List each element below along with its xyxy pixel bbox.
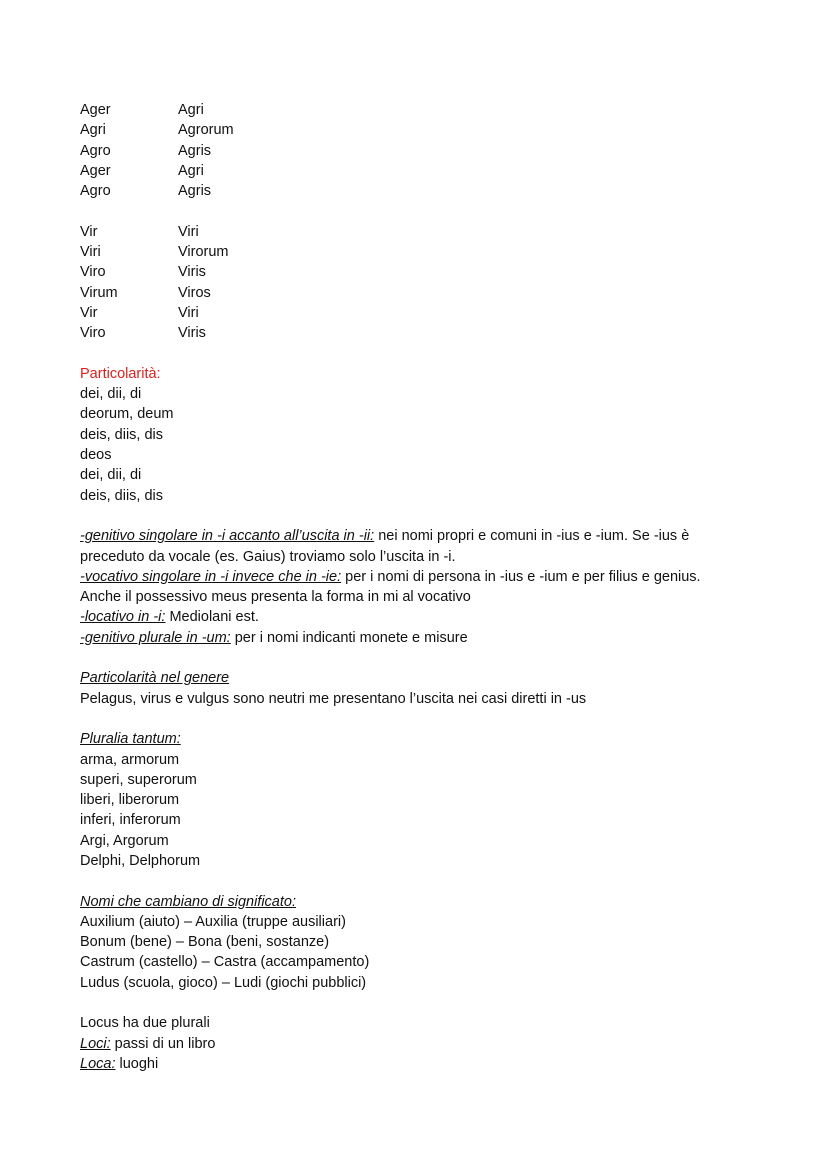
note-line bbox=[80, 547, 760, 567]
pluralia-section bbox=[80, 729, 760, 871]
locus-text: passi di un libro bbox=[110, 1035, 216, 1052]
note-text: Mediolani est. bbox=[165, 609, 259, 626]
plural-form: Agris bbox=[178, 183, 212, 200]
list-item: Castrum (castello) – Castra (accampamento) bbox=[80, 954, 370, 971]
note-text: per i nomi indicanti monete e misure bbox=[230, 629, 468, 646]
notes-section bbox=[80, 526, 760, 648]
singular-form: Agro bbox=[80, 142, 111, 159]
singular-form: Ager bbox=[80, 102, 111, 118]
singular-form: Ager bbox=[80, 162, 111, 179]
table-row bbox=[80, 242, 760, 262]
singular-form: Vir bbox=[80, 223, 98, 240]
table-row bbox=[80, 303, 760, 323]
note-line bbox=[80, 567, 760, 587]
list-item: arma, armorum bbox=[80, 751, 180, 768]
singular-form: Viro bbox=[80, 264, 106, 281]
declension-table-ager bbox=[80, 100, 760, 201]
list-item: dei, dii, di bbox=[80, 467, 142, 484]
locus-label: Loca: bbox=[80, 1055, 116, 1072]
note-text: per i nomi di persona in -ius e -ium e per filius e genius. bbox=[341, 568, 701, 585]
genere-text: Pelagus, virus e vulgus sono neutri me presentano l’uscita nei casi diretti in -us bbox=[80, 690, 587, 707]
list-item: inferi, inferorum bbox=[80, 812, 181, 829]
table-row bbox=[80, 283, 760, 303]
plural-form: Agri bbox=[178, 102, 204, 118]
plural-form: Agris bbox=[178, 142, 212, 159]
list-item: Delphi, Delphorum bbox=[80, 852, 201, 869]
locus-intro: Locus ha due plurali bbox=[80, 1015, 210, 1032]
note-line bbox=[80, 526, 760, 546]
plural-form: Viri bbox=[178, 223, 199, 240]
note-line bbox=[80, 628, 760, 648]
table-row bbox=[80, 323, 760, 343]
singular-form: Agri bbox=[80, 122, 106, 139]
table-row bbox=[80, 262, 760, 282]
plural-form: Virorum bbox=[178, 244, 229, 261]
plural-form: Viri bbox=[178, 304, 199, 321]
table-row bbox=[80, 120, 760, 140]
table-row bbox=[80, 161, 760, 181]
list-item: Bonum (bene) – Bona (beni, sostanze) bbox=[80, 934, 330, 951]
singular-form: Agro bbox=[80, 183, 111, 200]
singular-form: Vir bbox=[80, 304, 98, 321]
list-item: liberi, liberorum bbox=[80, 792, 180, 809]
list-item bbox=[80, 1034, 760, 1054]
list-item bbox=[80, 1054, 760, 1074]
table-row bbox=[80, 181, 760, 201]
note-text: preceduto da vocale (es. Gaius) troviamo solo l’uscita in -i. bbox=[80, 548, 456, 565]
table-row bbox=[80, 100, 760, 120]
locus-text: luoghi bbox=[115, 1055, 159, 1072]
locus-label: Loci: bbox=[80, 1035, 111, 1052]
declension-table-vir bbox=[80, 222, 760, 344]
note-text: nei nomi propri e comuni in -ius e -ium. Se -ius è bbox=[374, 528, 690, 545]
section-heading-pluralia: Pluralia tantum: bbox=[80, 731, 181, 748]
document-page bbox=[80, 100, 760, 1074]
note-label: -genitivo plurale in -um: bbox=[80, 629, 231, 646]
note-label: -vocativo singolare in -i invece che in -ie: bbox=[80, 568, 342, 585]
note-label: -genitivo singolare in -i accanto all’uscita in -ii: bbox=[80, 528, 375, 545]
list-item: deis, diis, dis bbox=[80, 487, 164, 504]
singular-form: Viro bbox=[80, 325, 106, 342]
note-text: Anche il possessivo meus presenta la forma in mi al vocativo bbox=[80, 589, 471, 606]
section-heading-particolarita: Particolarità: bbox=[80, 365, 161, 382]
note-label: -locativo in -i: bbox=[80, 609, 166, 626]
list-item: Ludus (scuola, gioco) – Ludi (giochi pubblici) bbox=[80, 974, 367, 991]
list-item: Auxilium (aiuto) – Auxilia (truppe ausiliari) bbox=[80, 913, 346, 930]
plural-form: Viros bbox=[178, 284, 211, 301]
list-item: deorum, deum bbox=[80, 406, 174, 423]
plural-form: Agri bbox=[178, 162, 204, 179]
note-line bbox=[80, 587, 760, 607]
section-heading-genere: Particolarità nel genere bbox=[80, 670, 230, 687]
plural-form: Agrorum bbox=[178, 122, 234, 139]
particolarita-section bbox=[80, 364, 760, 506]
section-heading-significato: Nomi che cambiano di significato: bbox=[80, 893, 296, 910]
table-row bbox=[80, 141, 760, 161]
plural-form: Viris bbox=[178, 325, 206, 342]
list-item: superi, superorum bbox=[80, 771, 197, 788]
note-line bbox=[80, 607, 760, 627]
table-row bbox=[80, 222, 760, 242]
significato-section bbox=[80, 892, 760, 993]
genere-section bbox=[80, 668, 760, 709]
singular-form: Virum bbox=[80, 284, 118, 301]
singular-form: Viri bbox=[80, 244, 101, 261]
locus-section bbox=[80, 1013, 760, 1074]
list-item: deis, diis, dis bbox=[80, 426, 164, 443]
list-item: dei, dii, di bbox=[80, 386, 142, 403]
plural-form: Viris bbox=[178, 264, 206, 281]
list-item: deos bbox=[80, 447, 112, 464]
list-item: Argi, Argorum bbox=[80, 832, 169, 849]
